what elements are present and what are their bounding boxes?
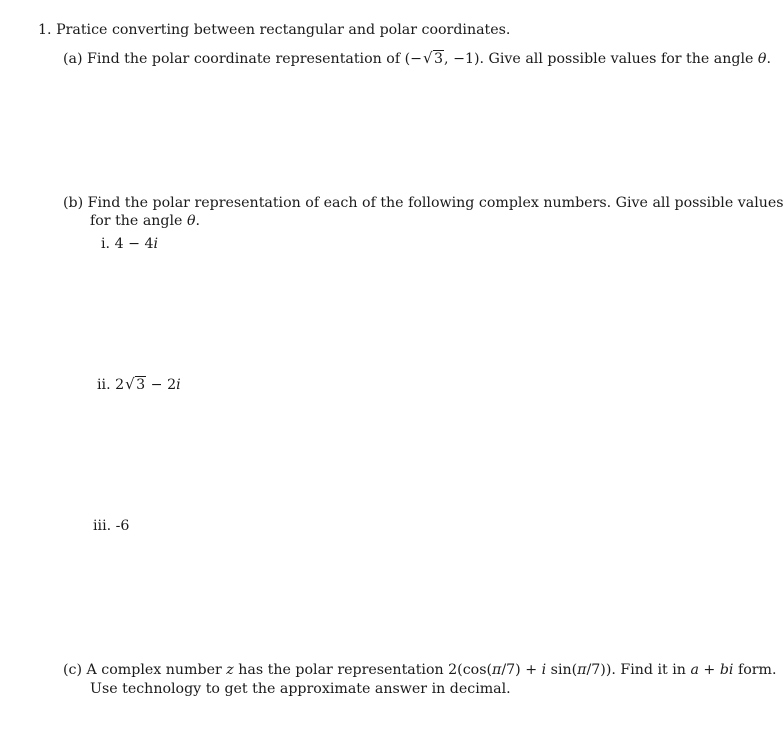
imaginary-unit: i [541, 662, 547, 678]
problem-title: Pratice converting between rectangular and polar coordinates. [56, 22, 511, 38]
item-label: i. [101, 236, 111, 252]
part-c-line-1 [63, 661, 777, 679]
part-c-t7: form. [733, 662, 777, 678]
part-a-label: (a) [63, 51, 83, 67]
item-coefficient: 2 [115, 377, 125, 393]
variable-z: z [226, 662, 234, 678]
theta-symbol: θ [757, 51, 767, 67]
part-c-line-2 [90, 680, 511, 698]
imaginary-unit: i [176, 377, 181, 393]
item-expression: -6 [115, 518, 130, 534]
theta-symbol: θ [186, 213, 196, 229]
item-radicand: 3 [136, 377, 146, 393]
part-a-text [87, 51, 771, 67]
part-c-t3: /7) + [501, 662, 542, 678]
part-c-text-1 [87, 662, 777, 678]
sqrt-symbol [125, 376, 146, 394]
problem-number: 1. [38, 22, 52, 38]
part-b-text-1: Find the polar representation of each of the following complex numbers. Give all possible values [87, 195, 784, 211]
part-b-label: (b) [63, 195, 84, 211]
pi-symbol: π [577, 662, 587, 678]
part-c-t6: + [698, 662, 720, 678]
pi-symbol: π [492, 662, 502, 678]
item-expression: 4 − 4 [114, 236, 154, 252]
item-expression: − 2 [146, 377, 177, 393]
part-b-end: . [195, 213, 201, 229]
part-a-end: . [766, 51, 771, 67]
item-label: iii. [93, 518, 112, 534]
imaginary-unit: i [153, 236, 159, 252]
part-a-radicand: 3 [434, 51, 444, 67]
part-c-text-2: Use technology to get the approximate answer in decimal. [90, 681, 511, 697]
part-c-label: (c) [63, 662, 83, 678]
variable-bi: bi [719, 662, 734, 678]
part-b-item-i [101, 235, 158, 253]
part-c-t5: /7)). Find it in [586, 662, 691, 678]
part-b-item-iii [93, 517, 129, 535]
part-a-pre: Find the polar coordinate representation of (− [87, 51, 423, 67]
part-b-text-2: for the angle [90, 213, 187, 229]
part-b-line-2 [90, 212, 200, 230]
item-label: ii. [97, 377, 111, 393]
part-a-post: , −1). Give all possible values for the angle [444, 51, 758, 67]
part-b-item-ii [97, 376, 181, 394]
part-c-t2: has the polar representation 2(cos( [233, 662, 493, 678]
part-b-line-1 [63, 194, 784, 212]
part-c-t1: A complex number [86, 662, 227, 678]
problem-heading [38, 21, 510, 39]
variable-a: a [690, 662, 699, 678]
part-a [63, 50, 771, 68]
part-c-t4: sin( [546, 662, 578, 678]
sqrt-symbol [423, 50, 444, 68]
